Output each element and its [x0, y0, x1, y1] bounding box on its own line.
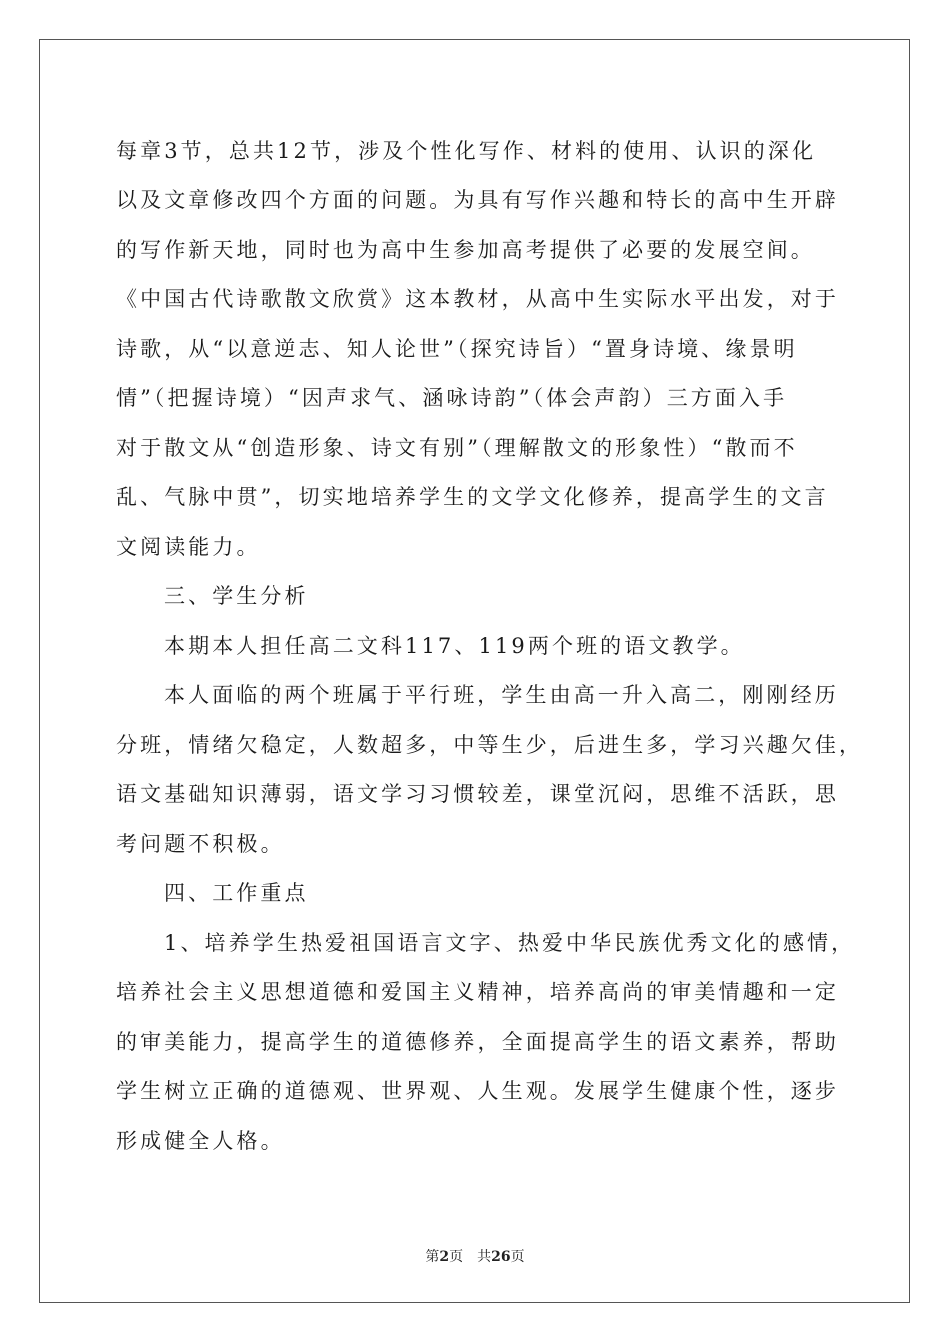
total-suffix: 页 — [510, 1249, 525, 1265]
section-heading: 四、工作重点 — [164, 881, 309, 905]
body-line: 每章3节，总共12节，涉及个性化写作、材料的使用、认识的深化 — [116, 139, 817, 163]
body-line: 对于散文从“创造形象、诗文有别”（理解散文的形象性）“散而不 — [116, 436, 798, 460]
body-line: 以及文章修改四个方面的问题。为具有写作兴趣和特长的高中生开辟 — [116, 188, 839, 212]
page-suffix: 页 — [449, 1249, 464, 1265]
body-line: 形成健全人格。 — [116, 1129, 285, 1153]
paragraph-start: 本期本人担任高二文科117、119两个班的语文教学。 — [164, 634, 745, 658]
section-heading: 三、学生分析 — [164, 584, 309, 608]
page-number: 2 — [439, 1249, 450, 1265]
body-line: 情”（把握诗境）“因声求气、涵咏诗韵”（体会声韵）三方面入手 — [116, 386, 788, 410]
body-line: 分班，情绪欠稳定，人数超多，中等生少，后进生多，学习兴趣欠佳， — [116, 733, 864, 757]
body-line: 考问题不积极。 — [116, 832, 285, 856]
page-border — [39, 39, 910, 1303]
paragraph-start: 本人面临的两个班属于平行班，学生由高一升入高二，刚刚经历 — [164, 683, 839, 707]
body-line: 培养社会主义思想道德和爱国主义精神，培养高尚的审美情趣和一定 — [116, 980, 839, 1004]
body-line: 的写作新天地，同时也为高中生参加高考提供了必要的发展空间。 — [116, 238, 815, 262]
paragraph-start: 1、培养学生热爱祖国语言文字、热爱中华民族优秀文化的感情， — [164, 931, 856, 955]
body-line: 《中国古代诗歌散文欣赏》这本教材，从高中生实际水平出发，对于 — [116, 287, 839, 311]
total-prefix: 共 — [477, 1249, 492, 1265]
body-line: 语文基础知识薄弱，语文学习习惯较差，课堂沉闷，思维不活跃，思 — [116, 782, 839, 806]
total-pages: 26 — [491, 1249, 511, 1265]
body-line: 文阅读能力。 — [116, 535, 261, 559]
body-line: 诗歌，从“以意逆志、知人论世”（探究诗旨）“置身诗境、缘景明 — [116, 337, 798, 361]
body-line: 乱、气脉中贯”，切实地培养学生的文学文化修养，提高学生的文言 — [116, 485, 829, 509]
body-line: 学生树立正确的道德观、世界观、人生观。发展学生健康个性，逐步 — [116, 1079, 839, 1103]
page-prefix: 第 — [425, 1249, 440, 1265]
page-footer — [0, 1248, 950, 1266]
body-line: 的审美能力，提高学生的道德修养，全面提高学生的语文素养，帮助 — [116, 1030, 839, 1054]
